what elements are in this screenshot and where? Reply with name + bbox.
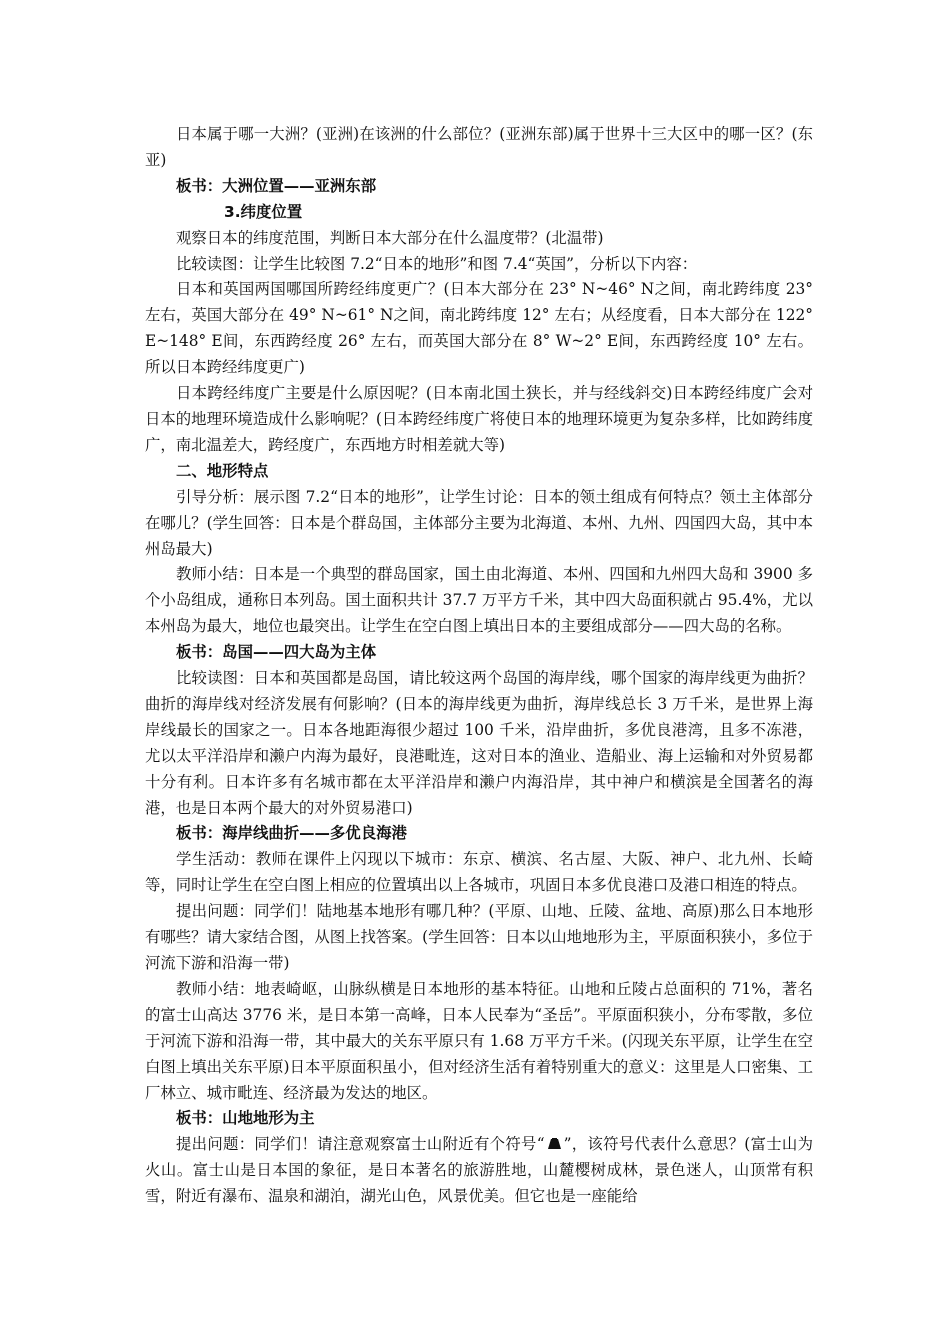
paragraph: 教师小结：日本是一个典型的群岛国家，国土由北海道、本州、四国和九州四大岛和 3900 多个小岛组成，通称日本列岛。国土面积共计 37.7 万平方千米，其中四大岛面积就占 95.4%，尤以本州岛为最大，地位也最突出。让学生在空白图上填出日本的主要组成部分——四大岛的名称。 (145, 565, 813, 636)
paragraph: 比较读图：日本和英国都是岛国，请比较这两个岛国的海岸线，哪个国家的海岸线更为曲折？曲折的海岸线对经济发展有何影响？(日本的海岸线更为曲折，海岸线总长 3 万千米，是世界上海岸线最长的国家之一。日本各地距海很少超过 100 千米，沿岸曲折，多优良港湾，且多不冻港，尤以太平洋沿岸和濑户内海为最好，良港毗连，这对日本的渔业、造船业、海上运输和对外贸易都十分有利。日本许多有名城市都在太平洋沿岸和濑户内海沿岸，其中神户和横滨是全国著名的海港，也是日本两个最大的对外贸易港口) (145, 669, 813, 817)
document-body (145, 122, 813, 1210)
paragraph: 日本和英国两国哪国所跨经纬度更广？(日本大部分在 23° N~46° N之间，南北跨纬度 23° 左右，英国大部分在 49° N~61° N之间，南北跨纬度 12° 左右；从经度看，日本大部分在 122° E~148° E间，东西跨经度 26° 左右，而英国大部分在 8° W~2° E间，东西跨经度 10° 左右。所以日本跨经纬度更广) (145, 280, 813, 377)
paragraph-text-before-symbol: 提出问题：同学们！请注意观察富士山附近有个符号“ (176, 1135, 545, 1154)
paragraph: 引导分析：展示图 7.2“日本的地形”，让学生讨论：日本的领土组成有何特点？领土主体部分在哪儿？(学生回答：日本是个群岛国，主体部分主要为北海道、本州、九州、四国四大岛，其中本州岛最大) (145, 487, 813, 558)
paragraph: 学生活动：教师在课件上闪现以下城市：东京、横滨、名古屋、大阪、神户、北九州、长崎等，同时让学生在空白图上相应的位置填出以上各城市，巩固日本多优良港口及港口相连的特点。 (145, 850, 813, 895)
board-note-heading: 板书：岛国——四大岛为主体 (176, 643, 377, 662)
volcano-map-symbol-icon (547, 1138, 562, 1150)
paragraph: 观察日本的纬度范围，判断日本大部分在什么温度带？(北温带) (176, 228, 604, 247)
paragraph: 比较读图：让学生比较图 7.2“日本的地形”和图 7.4“英国”，分析以下内容： (176, 254, 698, 273)
paragraph: 提出问题：同学们！陆地基本地形有哪几种？(平原、山地、丘陵、盆地、高原)那么日本地形有哪些？请大家结合图，从图上找答案。(学生回答：日本以山地地形为主，平原面积狭小，多位于河流下游和沿海一带) (145, 902, 813, 972)
paragraph-with-symbol (145, 1132, 813, 1210)
paragraph: 日本属于哪一大洲？(亚洲)在该洲的什么部位？(亚洲东部)属于世界十三大区中的哪一区？(东亚) (145, 125, 813, 169)
section-subheading: 3.纬度位置 (224, 202, 303, 221)
paragraph: 教师小结：地表崎岖，山脉纵横是日本地形的基本特征。山地和丘陵占总面积的 71%，著名的富士山高达 3776 米，是日本第一高峰，日本人民奉为“圣岳”。平原面积狭小，分布零散，多位于河流下游和沿海一带，其中最大的关东平原只有 1.68 万平方千米。(闪现关东平原，让学生在空白图上填出关东平原)日本平原面积虽小，但对经济生活有着特别重大的意义：这里是人口密集、工厂林立、城市毗连、经济最为发达的地区。 (145, 979, 813, 1102)
paragraph: 日本跨经纬度广主要是什么原因呢？(日本南北国土狭长，并与经线斜交)日本跨经纬度广会对日本的地理环境造成什么影响呢？(日本跨经纬度广将使日本的地理环境更为复杂多样，比如跨纬度广，南北温差大，跨经度广，东西地方时相差就大等) (145, 384, 813, 454)
paragraph-text-after-symbol: ”，该符号代表什么意思？(富士山为火山。富士山是日本国的象征，是日本著名的旅游胜地，山麓樱树成林，景色迷人，山顶常有积雪，附近有瀑布、温泉和湖泊，湖光山色，风景优美。但它也是一座能给 (145, 1135, 814, 1206)
board-note-heading: 板书：大洲位置——亚洲东部 (176, 176, 377, 195)
board-note-heading: 板书：山地地形为主 (176, 1109, 315, 1128)
board-note-heading: 板书：海岸线曲折——多优良海港 (176, 824, 407, 843)
section-heading: 二、地形特点 (176, 461, 269, 480)
